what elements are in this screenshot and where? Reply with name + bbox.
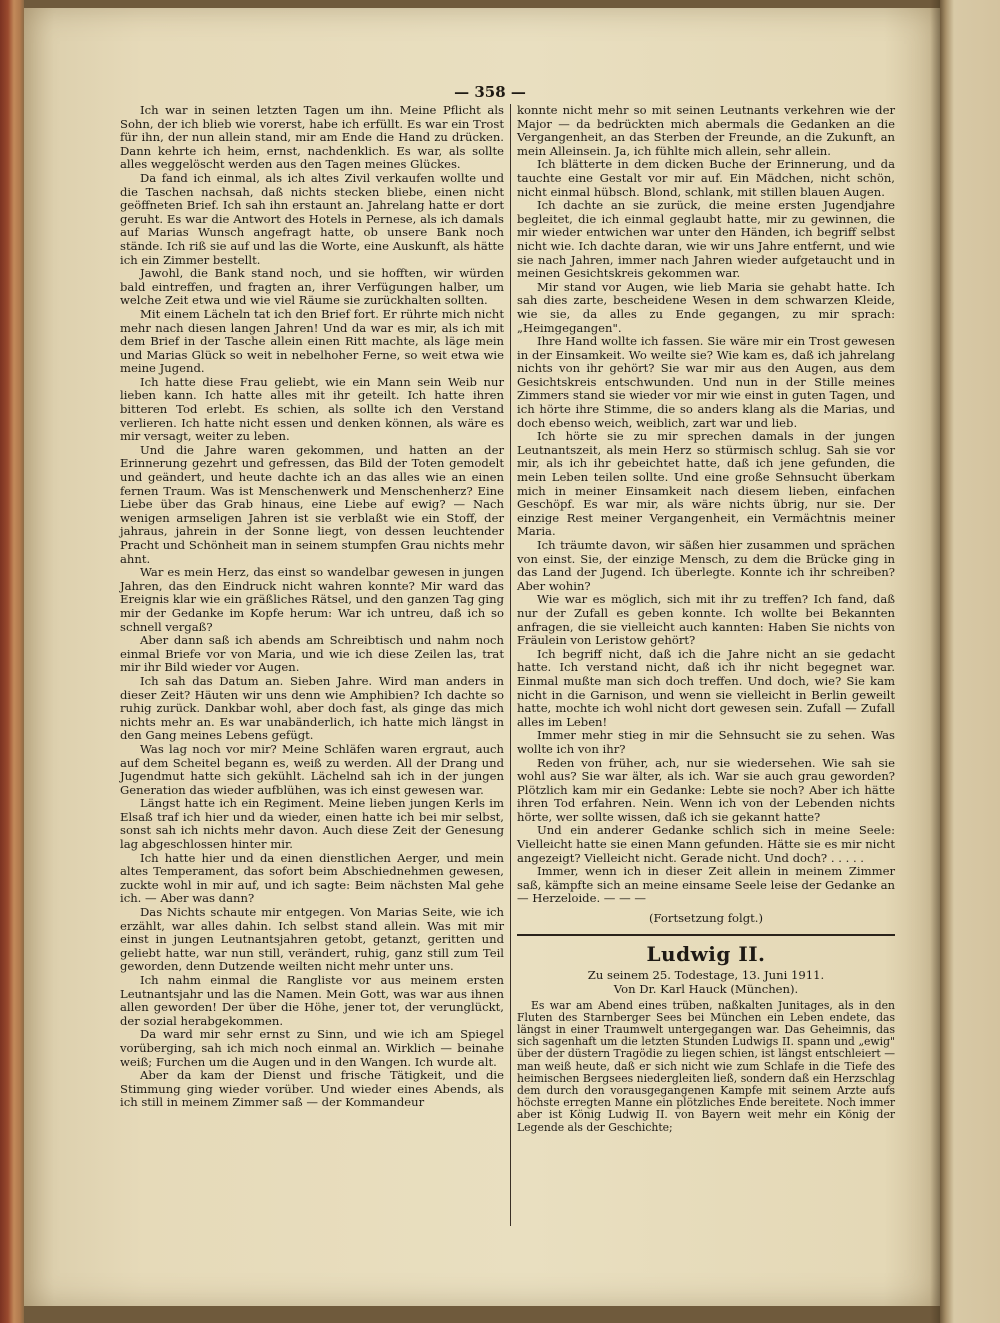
book-edge bbox=[0, 0, 24, 1323]
article-paragraph: Es war am Abend eines trüben, naßkalten Junitages, als in den Fluten des Starnberger Sees bei München ein Leben endete, das längst in einer Traumwelt untergegangen war. Das Geheimnis, das sich sagenhaft um die letzten Stunden Ludwigs II. spann und „ewig" über der düstern Tragödie zu liegen schien, ist längst entschleiert — man weiß heute, daß er sich nicht wie zum Schlafe in die Tiefe des heimischen Bergsees niedergleiten ließ, sondern daß ein Herzschlag dem durch den vorausgegangenen Kampfe mit seinem Arzte aufs höchste erregten Manne ein plötzliches Ende bereitete. Noch immer aber ist König Ludwig II. von Bayern weit mehr ein König der Legende als der Geschichte; bbox=[517, 998, 895, 1134]
continued-note: (Fortsetzung folgt.) bbox=[648, 911, 763, 926]
left-paragraph: Das Nichts schaute mir entgegen. Von Marias Seite, wie ich erzählt, war alles dahin. Ich selbst stand allein. Was mit mir einst in jungen Leutnantsjahren getobt, getanzt, geritten und geliebt hatte, war nun still, verändert, ruhig, ganz still zum Teil geworden, denn Dutzende weilten nicht mehr unter uns. bbox=[120, 905, 504, 974]
left-paragraph: Was lag noch vor mir? Meine Schläfen waren ergraut, auch auf dem Scheitel begann es, weiß zu werden. All der Drang und Jugendmut hatte sich gekühlt. Lächelnd sah ich in der jungen Generation das wieder aufblühen, was ich einst gewesen war. bbox=[120, 741, 504, 797]
left-paragraph: Ich war in seinen letzten Tagen um ihn. Meine Pflicht als Sohn, der ich blieb wie vorerst, habe ich erfüllt. Es war ein Trost für ihn, der nun allein stand, mir am Ende die Hand zu drücken. Dann kehrte ich heim, ernst, nachdenklich. Es war, als sollte alles weggelöscht werden aus den Tagen meines Glückes. bbox=[120, 103, 504, 172]
right-paragraph: Ihre Hand wollte ich fassen. Sie wäre mir ein Trost gewesen in der Einsamkeit. Wo weilte sie? Wie kam es, daß ich jahrelang nichts von ihr gehört? Sie war mir aus den Augen, aus dem Gesichtskreis entschwunden. Und nun in der Stille meines Zimmers stand sie wieder vor mir wie einst in guten Tagen, und ich hörte ihre Stimme, die so anders klang als die Marias, und doch ebenso weich, weiblich, zart war und lieb. bbox=[517, 334, 895, 430]
next-page-edge bbox=[940, 0, 1000, 1323]
right-paragraph: Mir stand vor Augen, wie lieb Maria sie gehabt hatte. Ich sah dies zarte, bescheidene Wesen in dem schwarzen Kleide, wie sie, da alles zu Ende gegangen, zu mir sprach: „Heimgegangen". bbox=[517, 279, 895, 335]
left-paragraph: Ich hatte hier und da einen dienstlichen Aerger, und mein altes Temperament, das sofort beim Abschiednehmen gewesen, zuckte wohl in mir auf, und ich sagte: Beim nächsten Mal gehe ich. — Aber was dann? bbox=[120, 850, 504, 906]
article-title: Ludwig II. bbox=[646, 941, 766, 966]
right-paragraph: Und ein anderer Gedanke schlich sich in meine Seele: Vielleicht hatte sie einen Mann gefunden. Hätte sie es mir nicht angezeigt? Vielleicht nicht. Gerade nicht. Und doch? . . . . . bbox=[517, 823, 895, 865]
left-paragraph: Da ward mir sehr ernst zu Sinn, und wie ich am Spiegel vorüberging, sah ich mich noch einmal an. Wirklich — beinahe weiß; Furchen um die Augen und in den Wangen. Ich wurde alt. bbox=[120, 1027, 504, 1069]
left-paragraph: Längst hatte ich ein Regiment. Meine lieben jungen Kerls im Elsaß traf ich hier und da wieder, einen hatte ich bei mir selbst, sonst sah ich nichts mehr davon. Auch diese Zeit der Genesung lag abgeschlossen hinter mir. bbox=[120, 796, 504, 852]
left-paragraph: Ich hatte diese Frau geliebt, wie ein Mann sein Weib nur lieben kann. Ich hatte alles mit ihr geteilt. Ich hatte ihren bitteren Tod erlebt. Es schien, als sollte ich den Verstand verlieren. Ich hatte nicht essen und denken können, als wäre es mir versagt, weiter zu leben. bbox=[120, 374, 504, 444]
right-paragraph: Ich träumte davon, wir säßen hier zusammen und sprächen von einst. Sie, der einzige Mensch, zu dem die Brücke ging in das Land der Jugend. Ich überlegte. Konnte ich ihr schreiben? Aber wohin? bbox=[517, 538, 895, 593]
left-paragraph: War es mein Herz, das einst so wandelbar gewesen in jungen Jahren, das den Eindruck nicht wahren konnte? Mir ward das Ereignis klar wie ein gräßliches Rätsel, und den ganzen Tag ging mir der Gedanke im Kopfe herum: War ich untreu, daß ich so schnell vergaß? bbox=[120, 565, 504, 634]
right-column bbox=[517, 104, 895, 1134]
right-paragraph: Ich hörte sie zu mir sprechen damals in der jungen Leutnantszeit, als mein Herz so stürmisch schlug. Sah sie vor mir, als ich ihr gebeichtet hatte, daß ich jene gefunden, die mein Leben teilen sollte. Und eine große Sehnsucht überkam mich in meiner Einsamkeit nach diesem lieben, einfachen Geschöpf. Es war mir, als wäre nichts übrig, nur sie. Der einzige Rest meiner Vergangenheit, ein Vermächtnis meiner Maria. bbox=[517, 429, 895, 539]
right-paragraph: konnte nicht mehr so mit seinen Leutnants verkehren wie der Major — da bedrückten mich abermals die Gedanken an die Vergangenheit, an das Sterben der Freunde, an die Zukunft, an mein Alleinsein. Ja, ich fühlte mich allein, sehr allein. bbox=[517, 103, 895, 158]
left-paragraph: Ich nahm einmal die Rangliste vor aus meinem ersten Leutnantsjahr und las die Namen. Mein Gott, was war aus ihnen allen geworden! Der über die Höhe, jener tot, der verunglückt, der sozial herabgekommen. bbox=[120, 973, 504, 1028]
left-paragraph: Aber dann saß ich abends am Schreibtisch und nahm noch einmal Briefe vor von Maria, und wie ich diese Zeilen las, trat mir ihr Bild wieder vor Augen. bbox=[120, 633, 504, 675]
right-paragraph: Ich blätterte in dem dicken Buche der Erinnerung, und da tauchte eine Gestalt vor mir auf. Ein Mädchen, nicht schön, nicht einmal hübsch. Blond, schlank, mit stillen blauen Augen. bbox=[517, 157, 895, 199]
right-paragraph: Immer, wenn ich in dieser Zeit allein in meinem Zimmer saß, kämpfte sich an meine einsame Seele leise der Gedanke an — Herzeloide. — — — bbox=[517, 864, 895, 906]
left-paragraph: Jawohl, die Bank stand noch, und sie hofften, wir würden bald eintreffen, und fragten an, ihrer Verfügungen halber, um welche Zeit etwa und wie viel Räume sie zurückhalten sollten. bbox=[120, 266, 504, 308]
right-paragraph: Wie war es möglich, sich mit ihr zu treffen? Ich fand, daß nur der Zufall es geben konnte. Ich wollte bei Bekannten anfragen, die sie vielleicht auch kannten: Haben Sie nichts von Fräulein von Leristow gehört? bbox=[517, 592, 895, 648]
right-paragraph: Ich dachte an sie zurück, die meine ersten Jugendjahre begleitet, die ich einmal geglaubt hatte, mir zu gewinnen, die mir wieder entwichen war unter den Händen, ich begriff selbst nicht wie. Ich dachte daran, wie wir uns Jahre entfernt, und wie sie nach Jahren, immer nach Jahren wieder aufgetaucht und in meinen Gesichtskreis gekommen war. bbox=[517, 198, 895, 281]
left-paragraph: Und die Jahre waren gekommen, und hatten an der Erinnerung gezehrt und gefressen, das Bild der Toten gemodelt und geändert, und heute dachte ich an das alles wie an einen fernen Traum. Was ist Menschenwerk und Menschenherz? Eine Liebe über das Grab hinaus, eine Liebe auf ewig? — Nach wenigen armseligen Jahren ist sie verblaßt wie ein Stoff, der jahraus, jahrein in der Sonne liegt, von dessen leuchtender Pracht und Schönheit man in seinem stumpfen Grau nichts mehr ahnt. bbox=[120, 442, 504, 566]
left-column bbox=[120, 104, 504, 1110]
left-paragraph: Da fand ich einmal, als ich altes Zivil verkaufen wollte und die Taschen nachsah, daß nichts stecken bliebe, einen nicht geöffneten Brief. Ich sah ihn erstaunt an. Jahrelang hatte er dort geruht. Es war die Antwort des Hotels in Pernese, als ich damals auf Marias Wunsch angefragt hatte, ob unsere Bank noch stände. Ich riß sie auf und las die Worte, eine Auskunft, als hätte ich ein Zimmer bestellt. bbox=[120, 170, 504, 267]
right-paragraph: Ich begriff nicht, daß ich die Jahre nicht an sie gedacht hatte. Ich verstand nicht, daß ich ihr nicht begegnet war. Einmal mußte man sich doch treffen. Und doch, wie? Sie kam nicht in die Garnison, und wenn sie vielleicht in Berlin geweilt hatte, mochte ich wohl nicht dort gewesen sein. Zufall — Zufall alles im Leben! bbox=[517, 646, 895, 729]
left-paragraph: Ich sah das Datum an. Sieben Jahre. Wird man anders in dieser Zeit? Häuten wir uns denn wie Amphibien? Ich dachte so ruhig zurück. Dankbar wohl, aber doch fast, als ginge das mich nichts mehr an. Es war unabänderlich, ich hatte mich längst in den Gang meines Lebens gefügt. bbox=[120, 673, 504, 743]
left-paragraph: Aber da kam der Dienst und frische Tätigkeit, und die Stimmung ging wieder vorüber. Und wieder eines Abends, als ich still in meinem Zimmer saß — der Kommandeur bbox=[120, 1068, 504, 1110]
right-paragraph: Immer mehr stieg in mir die Sehnsucht sie zu sehen. Was wollte ich von ihr? bbox=[517, 728, 895, 756]
right-paragraph: Reden von früher, ach, nur sie wiedersehen. Wie sah sie wohl aus? Sie war älter, als ich. War sie auch grau geworden? Plötzlich kam mir ein Gedanke: Lebte sie noch? Aber ich hätte ihren Tod erfahren. Nein. Wenn ich von der Lebenden nichts hörte, wer sollte wissen, daß ich sie gekannt hatte? bbox=[517, 755, 895, 824]
page-number: — 358 — bbox=[454, 83, 526, 101]
article-author: Von Dr. Karl Hauck (München). bbox=[613, 981, 799, 996]
column-divider bbox=[510, 104, 511, 1226]
article-subtitle: Zu seinem 25. Todestage, 13. Juni 1911. bbox=[587, 967, 825, 982]
article-separator bbox=[517, 934, 895, 936]
article-body bbox=[517, 1000, 895, 1134]
left-paragraph: Mit einem Lächeln tat ich den Brief fort. Er rührte mich nicht mehr nach diesen langen Jahren! Und da war es mir, als ich mit dem Brief in der Tasche allein einen Ritt machte, als läge mein und Marias Glück so weit in nebelhoher Ferne, so weit etwa wie meine Jugend. bbox=[120, 306, 504, 376]
